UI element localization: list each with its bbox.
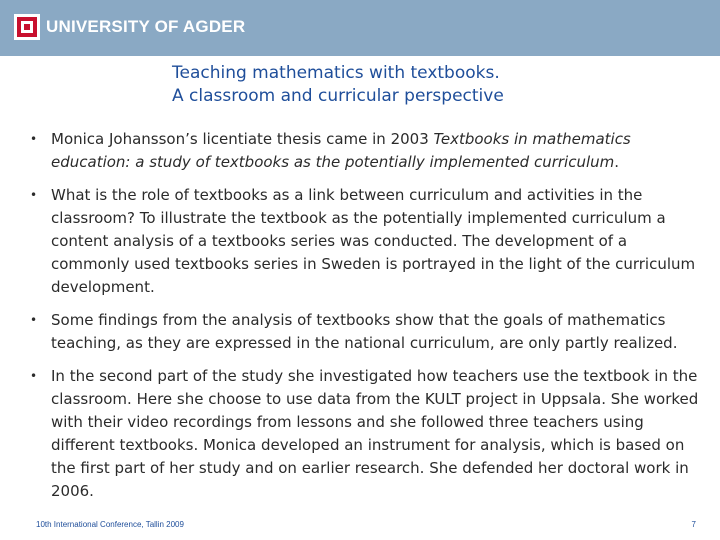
bullet-item (30, 184, 702, 299)
footer-conference: 10th International Conference, Tallin 2009 (36, 520, 184, 529)
page-number: 7 (691, 520, 696, 529)
bullet-item (30, 309, 702, 355)
thesis-title: Textbooks in mathematics education: a study of textbooks as the potentially implemented curriculum (51, 130, 631, 171)
header-bar (0, 0, 720, 56)
bullet-text-intro: Monica Johansson’s licentiate thesis came in 2003 (51, 130, 434, 148)
bullet-text: What is the role of textbooks as a link between curriculum and activities in the classroom? To illustrate the textbook as the potentially implemented curriculum a content analysis of a textbooks series was conducted. The development of a commonly used textbooks series in Sweden is portrayed in the light of the curriculum development. (51, 186, 696, 296)
title-line-2: A classroom and curricular perspective (172, 86, 504, 106)
bullet-dot-icon: • (30, 188, 38, 202)
bullet-dot-icon: • (30, 369, 38, 383)
bullet-item (30, 365, 702, 503)
university-name: UNIVERSITY OF AGDER (46, 17, 246, 36)
bullet-list (30, 128, 702, 513)
university-logo-icon (14, 14, 40, 40)
bullet-dot-icon: • (30, 132, 38, 146)
bullet-dot-icon: • (30, 313, 38, 327)
bullet-text: In the second part of the study she investigated how teachers use the textbook in the classroom. Here she choose to use data from the KULT project in Uppsala. She worked with their video recordings from lessons and she followed three teachers using different textbooks. Monica developed an instrument for analysis, which is based on the first part of her study and on earlier research. She defended her doctoral work in 2006. (51, 367, 699, 500)
slide-title (172, 62, 632, 108)
bullet-item (30, 128, 702, 174)
title-line-1: Teaching mathematics with textbooks. (172, 63, 500, 83)
bullet-text: Some findings from the analysis of textbooks show that the goals of mathematics teaching, as they are expressed in the national curriculum, are only partly realized. (51, 311, 678, 352)
bullet-text-end: . (614, 153, 620, 171)
